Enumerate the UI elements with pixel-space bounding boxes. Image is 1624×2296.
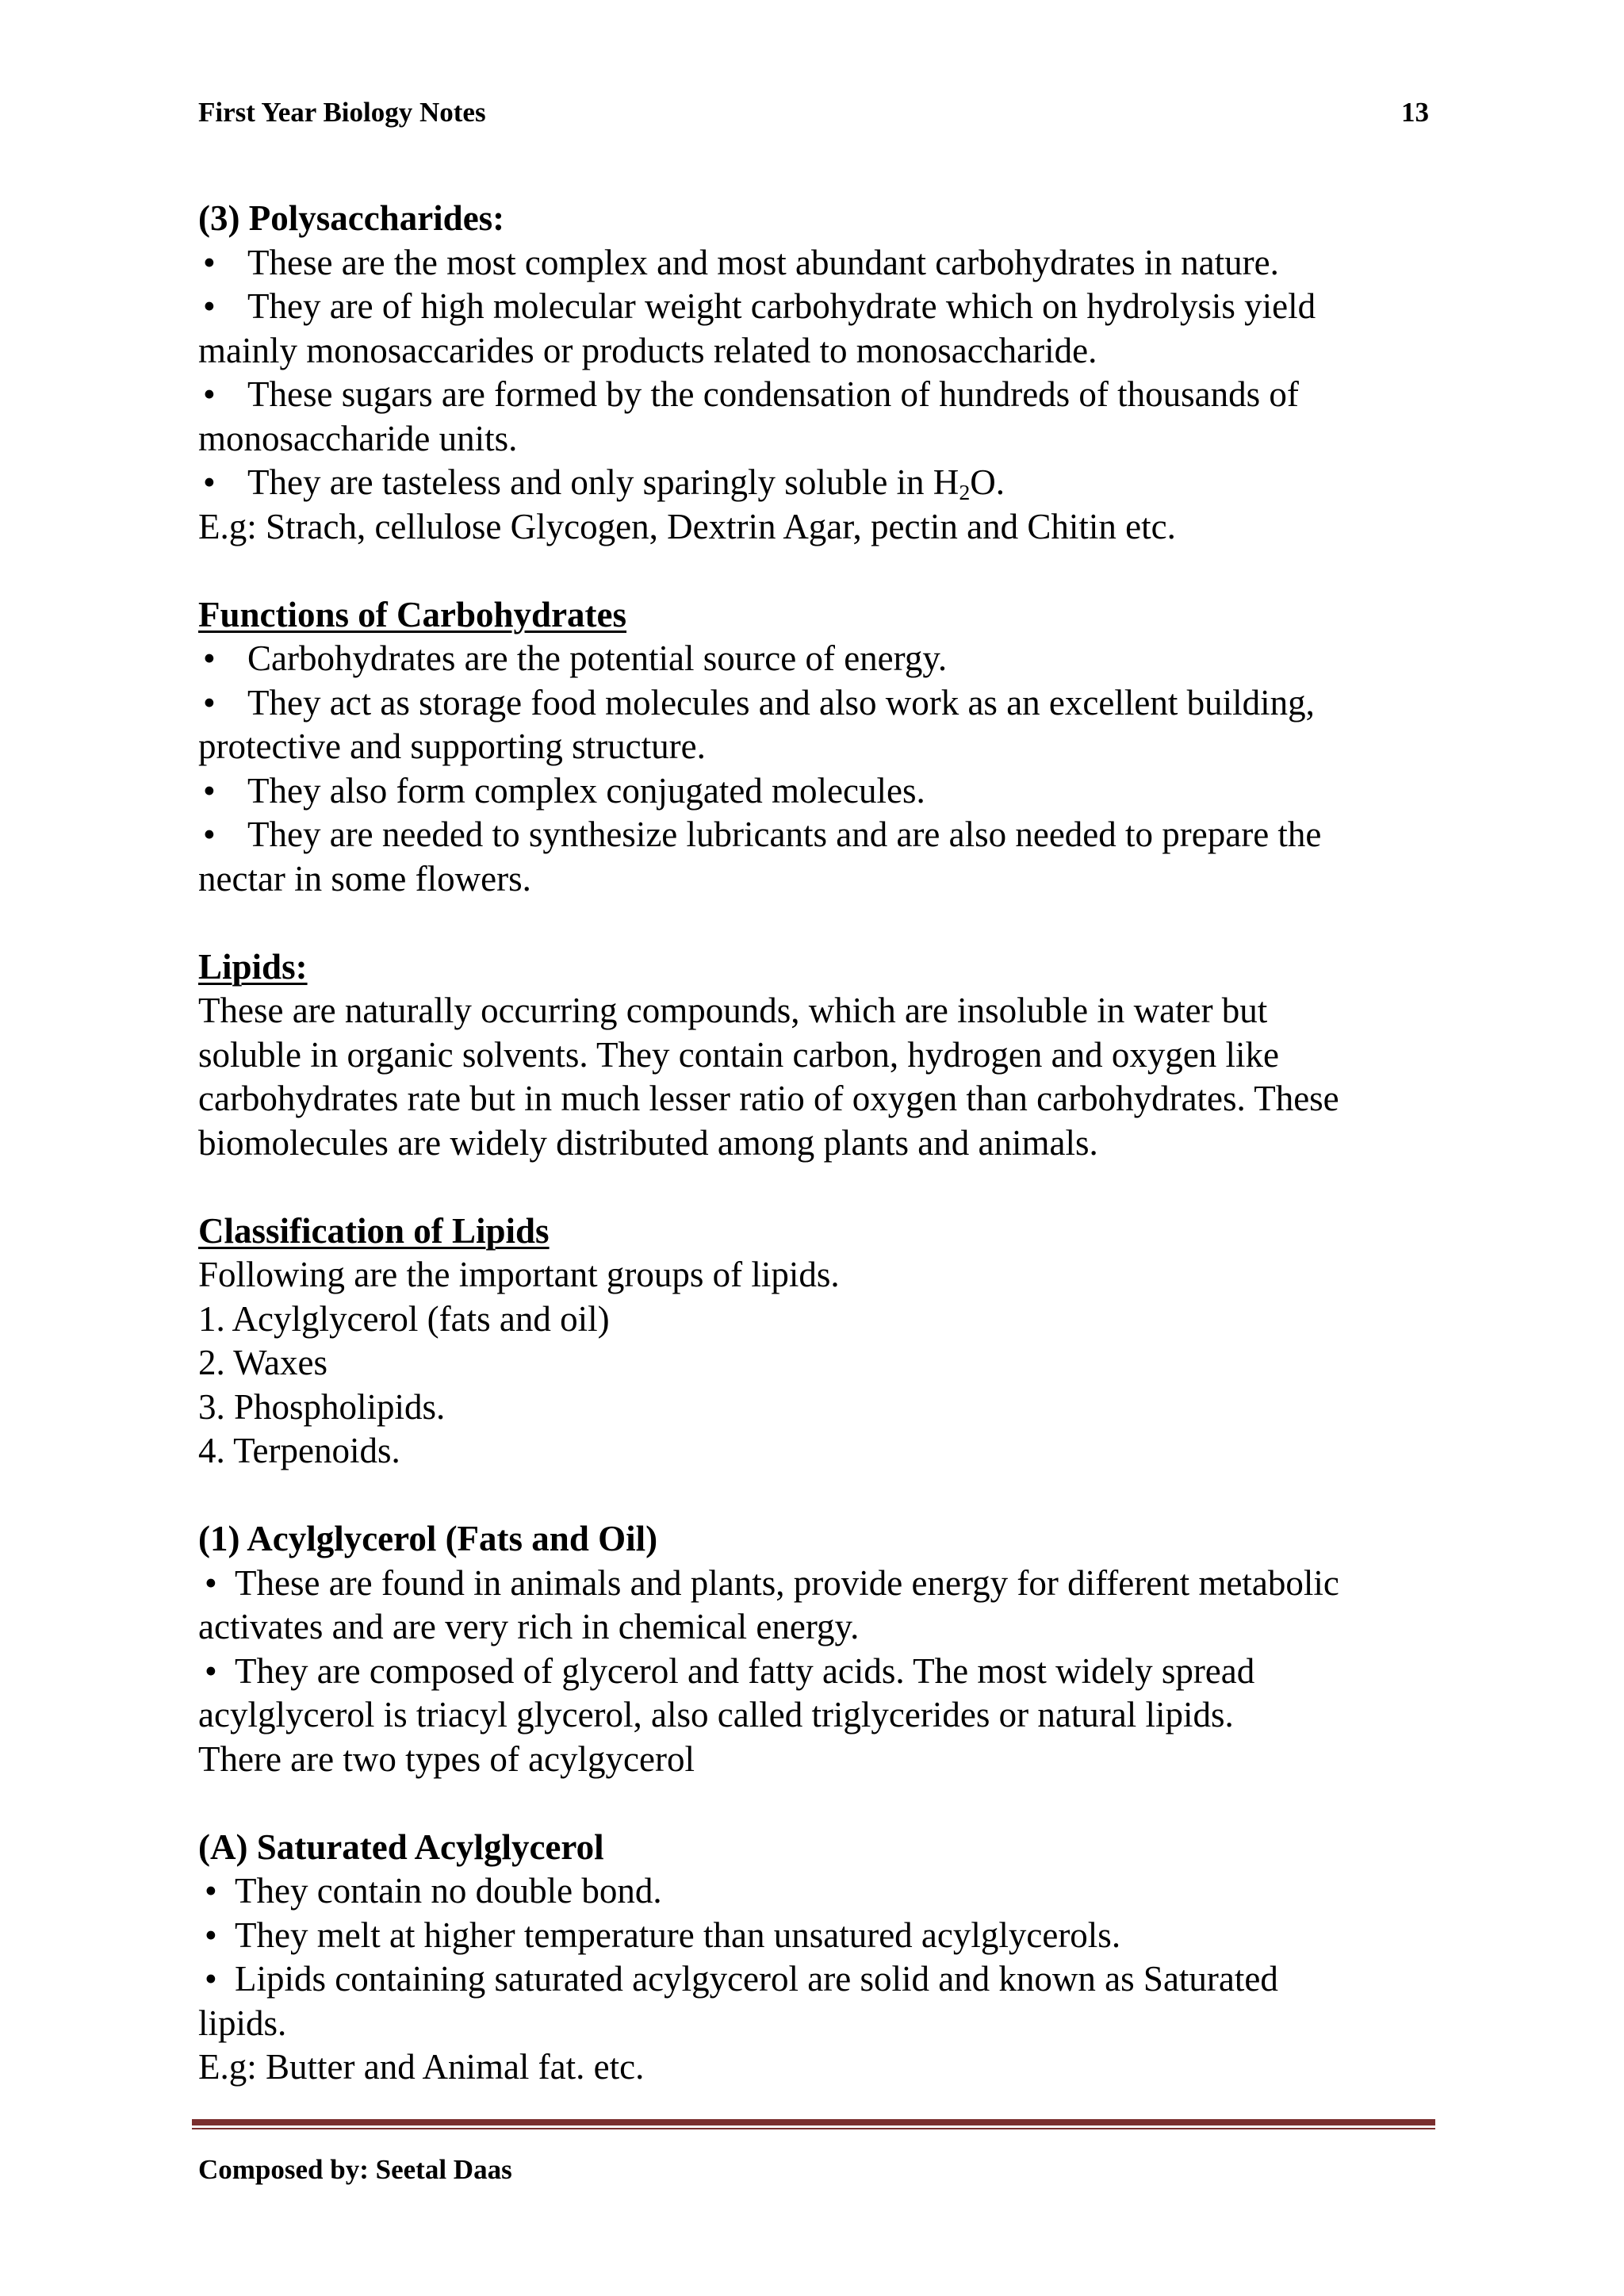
bullet: •	[203, 374, 216, 414]
text-line: activates and are very rich in chemical energy.	[198, 1607, 860, 1646]
list-item: • They are composed of glycerol and fatty acids. The most widely spread	[198, 1650, 1435, 1694]
example-line: E.g: Strach, cellulose Glycogen, Dextrin Agar, pectin and Chitin etc.	[198, 506, 1176, 546]
bullet: •	[203, 770, 216, 811]
polysaccharides-heading: (3) Polysaccharides:	[198, 198, 505, 238]
page-body	[198, 197, 1435, 2090]
classification-heading: Classification of Lipids	[198, 1210, 550, 1251]
bullet: •	[205, 1915, 217, 1955]
header-title: First Year Biology Notes	[198, 97, 486, 128]
list-item: • They act as storage food molecules and also work as an excellent building,	[198, 681, 1435, 726]
footer-credit: Composed by: Seetal Daas	[198, 2154, 512, 2185]
functions-heading: Functions of Carbohydrates	[198, 594, 627, 634]
acylglycerol-heading: (1) Acylglycerol (Fats and Oil)	[198, 1519, 658, 1558]
bullet: •	[203, 638, 216, 678]
text-line: monosaccharide units.	[198, 418, 518, 458]
numbered-item: 2. Waxes	[198, 1343, 328, 1382]
numbered-item: 1. Acylglycerol (fats and oil)	[198, 1298, 610, 1339]
bullet: •	[203, 682, 216, 723]
list-item: • These are found in animals and plants, provide energy for different metabolic	[198, 1562, 1435, 1606]
text-line: protective and supporting structure.	[198, 726, 706, 766]
list-item: • Lipids containing saturated acylgycerol are solid and known as Saturated	[198, 1957, 1435, 2002]
bullet: •	[203, 242, 216, 282]
text-line: nectar in some flowers.	[198, 858, 531, 899]
bullet: •	[203, 286, 216, 326]
list-item: • These are the most complex and most abundant carbohydrates in nature.	[198, 241, 1435, 286]
list-item: • They are of high molecular weight carbohydrate which on hydrolysis yield	[198, 285, 1435, 329]
page-number: 13	[1401, 97, 1429, 128]
text-line: soluble in organic solvents. They contain carbon, hydrogen and oxygen like	[198, 1034, 1280, 1075]
bullet: •	[205, 1959, 217, 1999]
page-header	[198, 97, 1429, 128]
list-item: • Carbohydrates are the potential source of energy.	[198, 637, 1435, 681]
list-item: • They are tasteless and only sparingly soluble in $H_2O$.	[198, 461, 1435, 505]
footer-rule	[192, 2119, 1435, 2129]
footer-rule-thick	[192, 2119, 1435, 2125]
text-line: lipids.	[198, 2003, 287, 2043]
list-item: • They contain no double bond.	[198, 1869, 1435, 1914]
text-line: There are two types of acylgycerol	[198, 1738, 695, 1779]
numbered-item: 4. Terpenoids.	[198, 1431, 400, 1470]
subscript-2: 2	[959, 480, 971, 505]
saturated-heading: (A) Saturated Acylglycerol	[198, 1826, 604, 1867]
text-line: biomolecules are widely distributed among plants and animals.	[198, 1122, 1098, 1163]
bullet: •	[205, 1650, 217, 1691]
numbered-item: 3. Phospholipids.	[198, 1386, 446, 1427]
bullet: •	[205, 1562, 217, 1603]
text-line: carbohydrates rate but in much lesser ratio of oxygen than carbohydrates. These	[198, 1079, 1339, 1118]
list-item: • They are needed to synthesize lubricants and are also needed to prepare the	[198, 813, 1435, 857]
text-line: mainly monosaccarides or products related to monosaccharide.	[198, 330, 1097, 370]
lipids-heading: Lipids:	[198, 946, 308, 987]
text-line: These are naturally occurring compounds, which are insoluble in water but	[198, 991, 1268, 1030]
bullet: •	[203, 462, 216, 502]
list-item: • They melt at higher temperature than unsatured acylglycerols.	[198, 1914, 1435, 1958]
text-line: acylglycerol is triacyl glycerol, also called triglycerides or natural lipids.	[198, 1695, 1234, 1734]
example-line: E.g: Butter and Animal fat. etc.	[198, 2047, 645, 2087]
bullet: •	[205, 1871, 217, 1911]
bullet: •	[203, 815, 216, 854]
list-item: • These sugars are formed by the condensation of hundreds of thousands of	[198, 373, 1435, 417]
footer-rule-thin	[192, 2128, 1435, 2129]
text-line: Following are the important groups of lipids.	[198, 1255, 840, 1294]
list-item: • They also form complex conjugated molecules.	[198, 769, 1435, 814]
